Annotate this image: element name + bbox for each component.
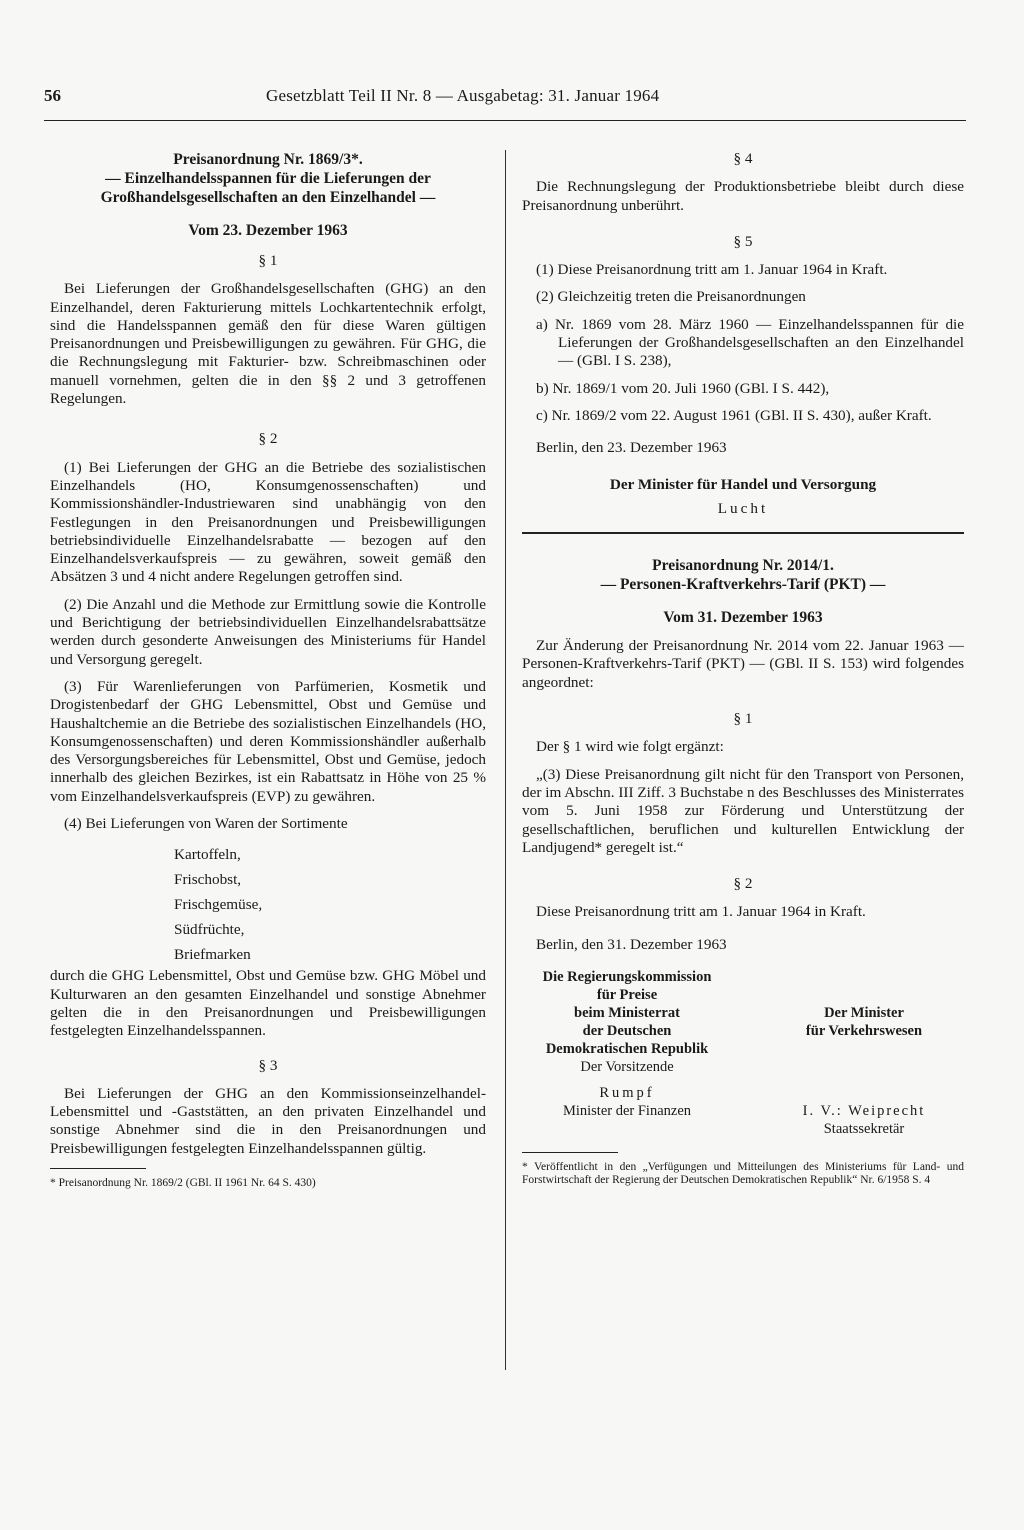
list-item: b) Nr. 1869/1 vom 20. Juli 1960 (GBl. I S. 442),	[536, 379, 830, 397]
list-item: Südfrüchte,	[174, 921, 245, 939]
list-item: c) Nr. 1869/2 vom 22. August 1961 (GBl. II S. 430), außer Kraft.	[536, 406, 932, 424]
paragraph: (2) Gleichzeitig treten die Preisanordnungen	[536, 288, 806, 306]
ordinance-title: Preisanordnung Nr. 2014/1.	[652, 557, 834, 575]
running-header: Gesetzblatt Teil II Nr. 8 — Ausgabetag: 31. Januar 1964	[266, 86, 660, 105]
section-mark: § 3	[258, 1056, 278, 1074]
signatory-line: beim Ministerrat	[574, 1005, 680, 1022]
paragraph: (1) Bei Lieferungen der GHG an die Betriebe des sozialistischen Einzelhandels (HO, Konsumgenossenschaften) und Kommissionshändler-Industriewaren sind unabhängig von den Festlegungen in den Preisanordnungen und Preisbewilligungen betriebsindividuelle Einzelhandelsrabatte — bezogen auf den Einzelhandelsverkaufspreis — zu gewähren, soweit gemäß den Absätzen 3 und 4 nicht andere Regelungen getroffen sind.	[50, 458, 486, 586]
header-rule	[44, 120, 966, 121]
quoted-paragraph: „(3) Diese Preisanordnung gilt nicht für den Transport von Personen, der im Abschn. III Ziff. 3 Buchstabe n des Beschlusses des Ministerrates vom 5. Juni 1958 zur Förderung und Unterstützung der gesellschaftlichen, beruflichen und kulturellen Entwicklung der Landjugend* geregelt ist.“	[522, 765, 964, 856]
ordinance-date: Vom 31. Dezember 1963	[663, 609, 823, 627]
signatory-name: Lucht	[717, 499, 769, 517]
section-mark: § 2	[733, 875, 753, 893]
place-date: Berlin, den 23. Dezember 1963	[536, 439, 727, 457]
section-mark: § 1	[733, 710, 753, 728]
signatory-line: Der Vorsitzende	[580, 1059, 674, 1076]
paragraph: durch die GHG Lebensmittel, Obst und Gemüse bzw. GHG Möbel und Kulturwaren an den gesamten Einzelhandel und sonstige Abnehmer gelten die in den Preisanordnungen und Preisbewilligungen festgelegten Einzelhandelsspannen.	[50, 967, 486, 1040]
ordinance-subtitle-1: — Einzelhandelsspannen für die Lieferungen der	[105, 170, 431, 187]
page-number: 56	[44, 86, 61, 105]
section-rule	[522, 532, 964, 534]
left-column	[50, 150, 486, 1190]
paragraph: Bei Lieferungen der GHG an den Kommissionseinzelhandel-Lebensmittel und -Gaststätten, an den privaten Einzelhandel und sonstige Abnehmer sind die in den Preisanordnungen und Preisbewilligungen festgelegten Einzelhandelsspannen gültig.	[50, 1084, 486, 1157]
signatory-role: Minister der Finanzen	[562, 1103, 692, 1120]
paragraph: Bei Lieferungen der Großhandelsgesellschaften (GHG) an den Einzelhandel, deren Fakturierung mittels Lochkartentechnik erfolgt, sind die Handelsspannen gemäß den für diese Waren gültigen Preisanordnungen und Preisbewilligungen zu gewähren. Für GHG, die die Rechnungslegung mit Fakturier- bzw. Schreibmaschinen oder manuell vornehmen, gelten die in den §§ 2 und 3 getroffenen Regelungen.	[50, 280, 486, 408]
ordinance-title: Preisanordnung Nr. 1869/3*.	[173, 151, 363, 168]
column-divider	[505, 150, 506, 1370]
signatory-line: Die Regierungskommission	[542, 969, 712, 986]
ordinance-subtitle: — Personen-Kraftverkehrs-Tarif (PKT) —	[600, 576, 886, 594]
signatory-line: Demokratischen Republik	[545, 1041, 709, 1058]
paragraph: Der § 1 wird wie folgt ergänzt:	[536, 738, 724, 756]
section-mark: § 1	[258, 252, 278, 269]
place-date: Berlin, den 31. Dezember 1963	[536, 935, 727, 953]
signature-right	[764, 968, 964, 1138]
list-item: Kartoffeln,	[174, 846, 241, 864]
footnote: * Veröffentlicht in den „Verfügungen und Mitteilungen des Ministeriums für Land- und Forstwirtschaft der Regierung der Deutschen Demokratischen Republik“ Nr. 6/1958 S. 4	[522, 1161, 964, 1187]
signatory-line: für Verkehrswesen	[805, 1023, 923, 1040]
signatory-role: Staatssekretär	[823, 1121, 905, 1138]
right-column	[522, 150, 964, 1187]
section-mark: § 2	[258, 430, 278, 448]
paragraph: Die Rechnungslegung der Produktionsbetriebe bleibt durch diese Preisanordnung unberührt.	[522, 178, 964, 214]
list-item: a) Nr. 1869 vom 28. März 1960 — Einzelhandelsspannen für die Lieferungen der Großhandelsgesellschaften an den Einzelhandel — (GBl. I S. 238),	[536, 315, 964, 370]
paragraph: (1) Diese Preisanordnung tritt am 1. Januar 1964 in Kraft.	[536, 261, 888, 279]
footnote: * Preisanordnung Nr. 1869/2 (GBl. II 1961 Nr. 64 S. 430)	[50, 1176, 316, 1189]
signatory-title: Der Minister für Handel und Versorgung	[609, 475, 877, 493]
signatory-line: der Deutschen	[582, 1023, 672, 1040]
footnote-rule	[522, 1152, 618, 1153]
signature-block	[522, 968, 964, 1138]
signatory-name: I. V.: Weiprecht	[802, 1103, 926, 1120]
list-item: Frischobst,	[174, 871, 242, 889]
paragraph: Diese Preisanordnung tritt am 1. Januar 1964 in Kraft.	[536, 903, 866, 921]
signatory-line: Der Minister	[824, 1005, 904, 1022]
paragraph: (3) Für Warenlieferungen von Parfümerien, Kosmetik und Drogistenbedarf der GHG Lebensmittel, Obst und Gemüse und Haushaltchemie an die Betriebe des sozialistischen Einzelhandels (HO, Konsumgenossenschaften) und deren Kommissionshändler außerhalb des Versorgungsbereiches für Lebensmittel, Obst und Gemüse, jedoch innerhalb des gleichen Bezirkes, ist ein Rabattsatz in Höhe von 25 % vom Einzelhandelsverkaufspreis (EVP) zu gewähren.	[50, 677, 486, 805]
ordinance-date: Vom 23. Dezember 1963	[188, 222, 348, 239]
ordinance-subtitle-2: Großhandelsgesellschaften an den Einzelhandel —	[100, 189, 436, 206]
paragraph: (4) Bei Lieferungen von Waren der Sortimente	[64, 815, 348, 833]
section-mark: § 5	[733, 232, 753, 250]
paragraph: (2) Die Anzahl und die Methode zur Ermittlung sowie die Kontrolle und Berichtigung der betriebsindividuellen Einzelhandelsrabattsätze werden durch gesonderte Anweisungen des Ministeriums für Handel und Versorgung geregelt.	[50, 595, 486, 668]
list-item: Briefmarken	[174, 946, 251, 964]
list-item: Frischgemüse,	[174, 896, 263, 914]
assortment-list	[174, 842, 486, 967]
paragraph: Zur Änderung der Preisanordnung Nr. 2014 vom 22. Januar 1963 — Personen-Kraftverkehrs-Tarif (PKT) — (GBl. II S. 153) wird folgendes angeordnet:	[522, 637, 964, 691]
signature-left	[522, 968, 732, 1138]
signatory-name: Rumpf	[599, 1085, 655, 1102]
footnote-rule	[50, 1168, 146, 1169]
section-mark: § 4	[733, 150, 753, 167]
signatory-line: für Preise	[596, 987, 658, 1004]
